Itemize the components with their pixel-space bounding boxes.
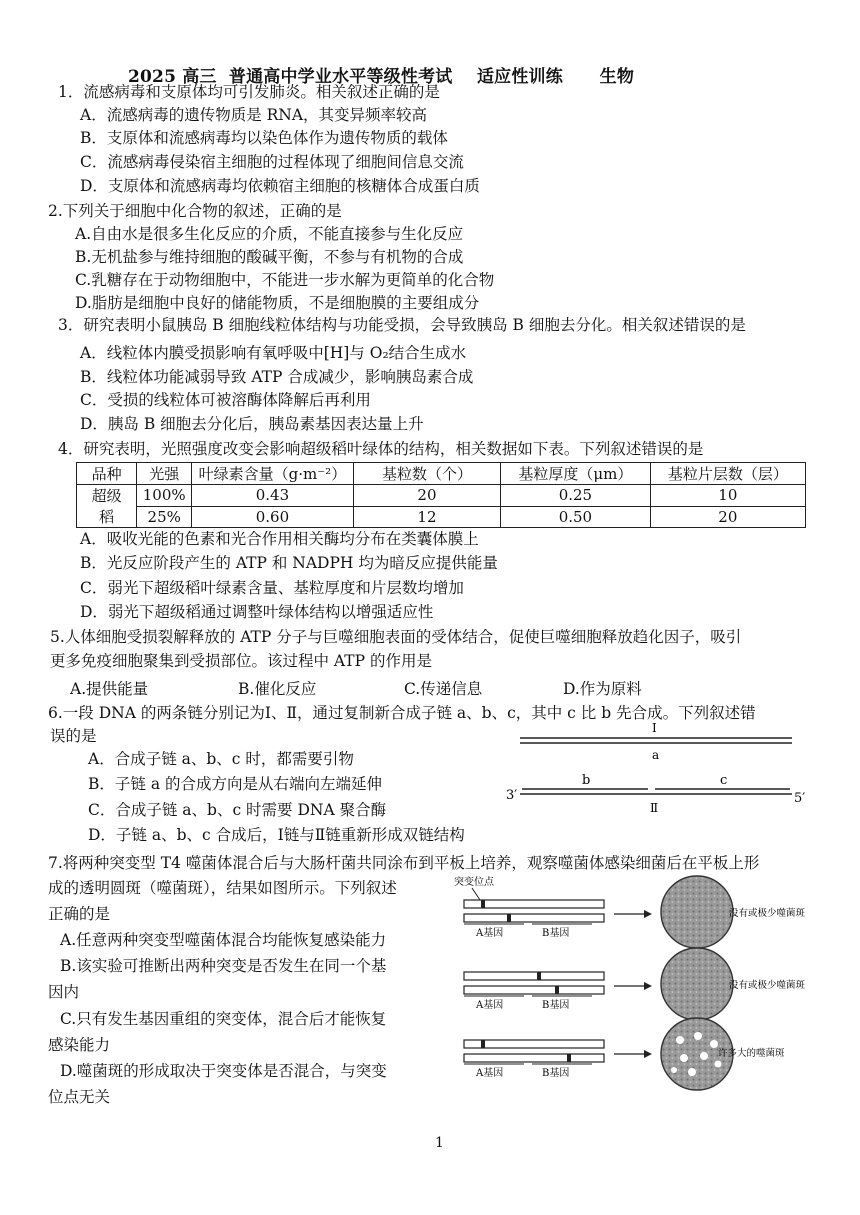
mutation-mark [507, 914, 511, 922]
mutation-mark [481, 1040, 485, 1048]
table-cell: 0.60 [192, 506, 354, 528]
phage-genome-bar [464, 1054, 604, 1062]
exam-title: 2025 高三 普通高中学业水平等级性考试 适应性训练 生物 [128, 67, 635, 87]
strand-i-label: Ⅰ [652, 721, 657, 735]
result-1-label: 没有或极少噬菌斑 [729, 908, 806, 919]
q6-option-a: A．合成子链 a、b、c 时，都需要引物 [88, 750, 354, 768]
gene-b-label: B基因 [542, 928, 570, 939]
q7-option-d-cont: 位点无关 [48, 1088, 111, 1106]
q6-stem-line-1: 6.一段 DNA 的两条链分别记为Ⅰ、Ⅱ，通过复制新合成子链 a、b、c，其中 c 比 b 先合成。下列叙述错 [48, 704, 756, 722]
q5-option-a: A.提供能量 [70, 680, 149, 698]
mutation-site-label: 突变位点 [454, 877, 494, 888]
q4-stem: 4．研究表明，光照强度改变会影响超级稻叶绿体的结构，相关数据如下表。下列叙述错误的是 [58, 440, 704, 458]
table-row [77, 506, 806, 528]
table-cell: 0.43 [192, 485, 354, 507]
strand-ii-label: Ⅱ [650, 801, 659, 815]
phage-row-2 [464, 948, 806, 1020]
q7-stem-line-3: 正确的是 [48, 905, 111, 923]
q5-option-d: D.作为原料 [563, 680, 642, 698]
child-a-label: a [652, 748, 660, 762]
result-3-label: 许多大的噬菌斑 [718, 1048, 785, 1059]
table-cell: 25% [137, 506, 192, 528]
q5-option-c: C.传递信息 [404, 680, 483, 698]
q3-option-b: B．线粒体功能减弱导致 ATP 合成减少，影响胰岛素合成 [80, 368, 474, 386]
mutation-mark [567, 1054, 571, 1062]
q1-option-d: D．支原体和流感病毒均依赖宿主细胞的核糖体合成蛋白质 [80, 177, 480, 195]
q7-option-b: B.该实验可推断出两种突变是否发生在同一个基 [60, 957, 387, 975]
table-cell: 0.25 [501, 485, 651, 507]
q4-option-b: B．光反应阶段产生的 ATP 和 NADPH 均为暗反应提供能量 [80, 554, 498, 572]
result-2-label: 没有或极少噬菌斑 [729, 980, 806, 991]
child-b-label: b [582, 773, 591, 788]
table-header-row [77, 463, 806, 485]
three-prime-label: 3′ [506, 788, 518, 803]
plaque-dish [661, 948, 733, 1020]
table-cell-variety: 稻 [77, 506, 137, 528]
phage-genome-bar [464, 972, 604, 980]
q4-option-d: D．弱光下超级稻通过调整叶绿体结构以增强适应性 [80, 603, 434, 621]
phage-genome-bar [464, 986, 604, 994]
q7-option-a: A.任意两种突变型噬菌体混合均能恢复感染能力 [60, 931, 387, 949]
q2-option-d: D.脂肪是细胞中良好的储能物质，不是细胞膜的主要组成分 [75, 294, 480, 312]
table-cell: 20 [353, 485, 500, 507]
q1-option-b: B．支原体和流感病毒均以染色体作为遗传物质的载体 [80, 129, 448, 147]
table-header: 基粒片层数（层） [650, 463, 805, 485]
mutation-site-pointer [472, 888, 480, 900]
arrow-head [644, 910, 652, 918]
q6-option-c: C．合成子链 a、b、c 时需要 DNA 聚合酶 [88, 801, 387, 819]
q3-option-c: C．受损的线粒体可被溶酶体降解后再利用 [80, 391, 371, 409]
q7-option-b-cont: 因内 [48, 983, 80, 1001]
page-number: 1 [435, 1135, 444, 1151]
table-header: 基粒数（个） [353, 463, 500, 485]
table-header: 叶绿素含量（g·m⁻²） [192, 463, 354, 485]
table-cell: 0.50 [501, 506, 651, 528]
q1-option-a: A．流感病毒的遗传物质是 RNA，其变异频率较高 [80, 106, 428, 124]
plaque-dish [661, 876, 733, 948]
q3-option-a: A．线粒体内膜受损影响有氧呼吸中[H]与 O₂结合生成水 [80, 344, 467, 362]
table-cell: 12 [353, 506, 500, 528]
q2-option-c: C.乳糖存在于动物细胞中，不能进一步水解为更简单的化合物 [75, 271, 495, 289]
arrow-head [644, 1050, 652, 1058]
phage-plaque-diagram [452, 874, 842, 1100]
arrow-head [644, 982, 652, 990]
q1-stem: 1．流感病毒和支原体均可引发肺炎。相关叙述正确的是 [58, 83, 440, 101]
q6-option-d: D．子链 a、b、c 合成后，Ⅰ链与Ⅱ链重新形成双链结构 [88, 826, 465, 844]
child-c-label: c [720, 773, 728, 788]
q4-data-table [76, 462, 806, 528]
phage-row-3 [464, 1018, 785, 1090]
q2-option-a: A.自由水是很多生化反应的介质，不能直接参与生化反应 [75, 225, 464, 243]
q5-stem-line-2: 更多免疫细胞聚集到受损部位。该过程中 ATP 的作用是 [50, 652, 432, 670]
gene-b-label: B基因 [542, 1068, 570, 1079]
q5-stem-line-1: 5.人体细胞受损裂解释放的 ATP 分子与巨噬细胞表面的受体结合，促使巨噬细胞释放趋化因子，吸引 [50, 628, 742, 646]
phage-genome-bar [464, 914, 604, 922]
q4-option-a: A．吸收光能的色素和光合作用相关酶均分布在类囊体膜上 [80, 530, 479, 548]
table-header: 光强 [137, 463, 192, 485]
q7-stem-line-2: 成的透明圆斑（噬菌斑），结果如图所示。下列叙述 [48, 879, 397, 897]
q7-option-c-cont: 感染能力 [48, 1036, 111, 1054]
dna-replication-diagram [500, 718, 810, 838]
mutation-mark [537, 972, 541, 980]
q2-stem: 2.下列关于细胞中化合物的叙述，正确的是 [48, 202, 342, 220]
phage-row-1 [464, 876, 806, 948]
q7-option-c: C.只有发生基因重组的突变体，混合后才能恢复 [60, 1010, 387, 1028]
gene-a-label: A基因 [476, 1000, 504, 1011]
gene-a-label: A基因 [476, 1068, 504, 1079]
q2-option-b: B.无机盐参与维持细胞的酸碱平衡，不参与有机物的合成 [75, 248, 464, 266]
table-row [77, 485, 806, 507]
q1-option-c: C．流感病毒侵染宿主细胞的过程体现了细胞间信息交流 [80, 153, 464, 171]
table-cell-variety: 超级 [77, 485, 137, 507]
q3-option-d: D．胰岛 B 细胞去分化后，胰岛素基因表达量上升 [80, 415, 424, 433]
q7-option-d: D.噬菌斑的形成取决于突变体是否混合，与突变 [60, 1062, 387, 1080]
table-cell: 10 [650, 485, 805, 507]
table-cell: 100% [137, 485, 192, 507]
table-header: 品种 [77, 463, 137, 485]
q7-stem-line-1: 7.将两种突变型 T4 噬菌体混合后与大肠杆菌共同涂布到平板上培养，观察噬菌体感染细菌后在平板上形 [48, 854, 760, 872]
table-cell: 20 [650, 506, 805, 528]
mutation-mark [481, 900, 485, 908]
q5-option-b: B.催化反应 [238, 680, 317, 698]
five-prime-label: 5′ [794, 791, 806, 806]
q4-option-c: C．弱光下超级稻叶绿素含量、基粒厚度和片层数均增加 [80, 579, 464, 597]
gene-b-label: B基因 [542, 1000, 570, 1011]
mutation-mark [555, 986, 559, 994]
table-header: 基粒厚度（μm） [501, 463, 651, 485]
q6-option-b: B．子链 a 的合成方向是从右端向左端延伸 [88, 775, 382, 793]
q3-stem: 3．研究表明小鼠胰岛 B 细胞线粒体结构与功能受损，会导致胰岛 B 细胞去分化。相关叙述错误的是 [58, 316, 746, 334]
q6-stem-line-2: 误的是 [50, 727, 97, 745]
gene-a-label: A基因 [476, 928, 504, 939]
